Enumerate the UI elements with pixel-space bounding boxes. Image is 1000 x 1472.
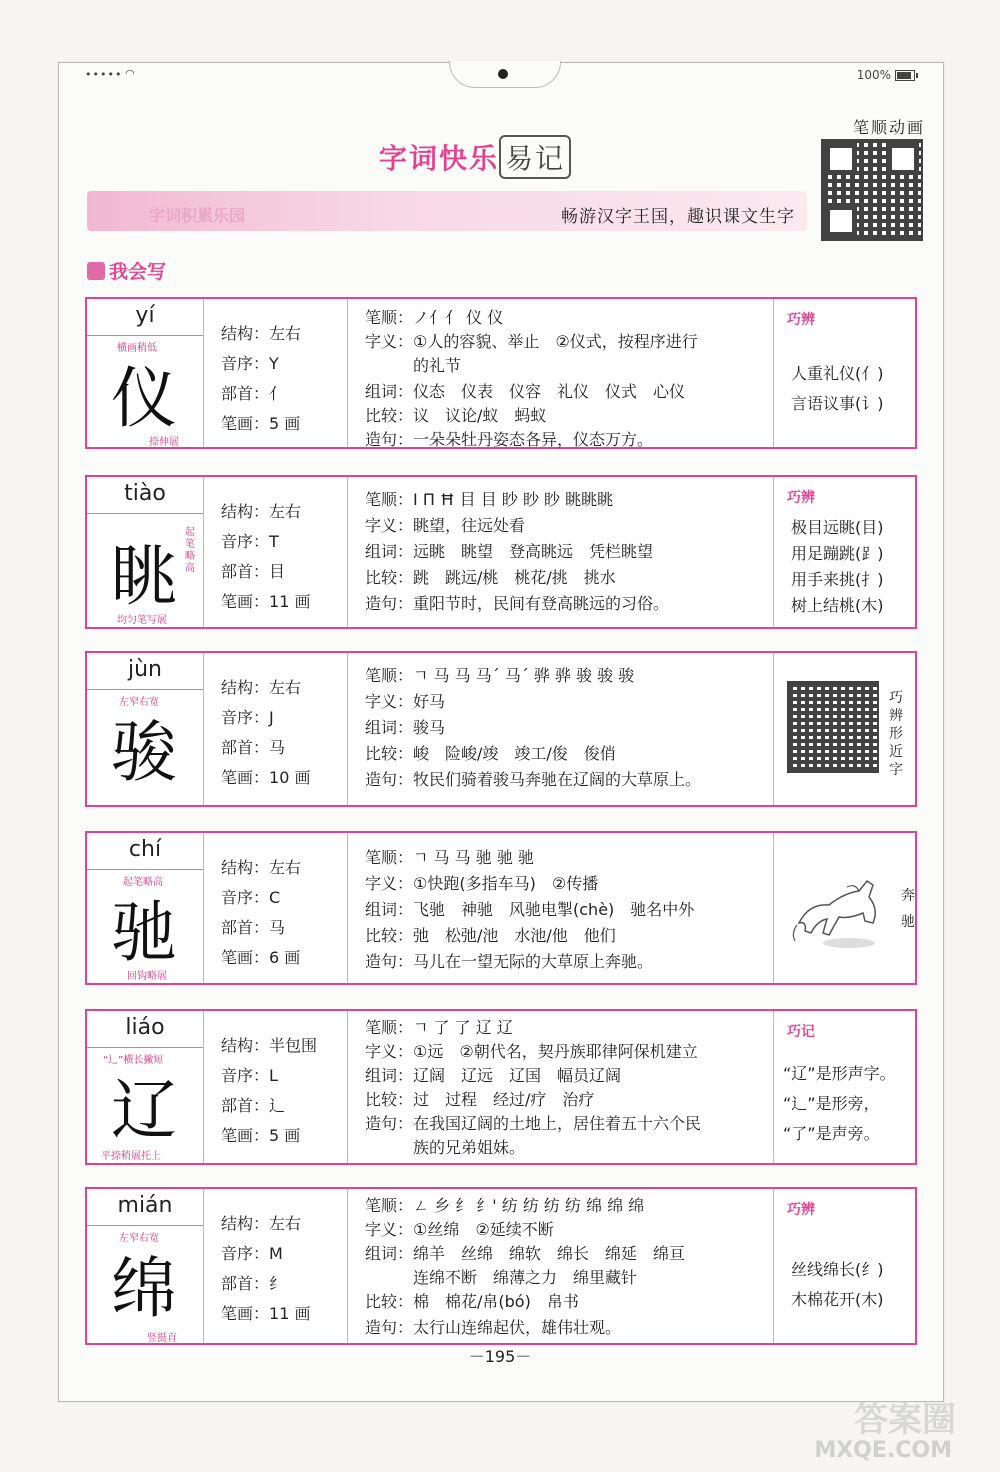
tip-top: 起笔略高 bbox=[185, 527, 195, 574]
section-title bbox=[87, 257, 166, 284]
strokes-row: 笔画：5 画 bbox=[221, 1126, 301, 1145]
tip-note: 用足蹦跳(⻊) bbox=[791, 544, 884, 563]
tip-top: “⻌”横长撇短 bbox=[103, 1055, 164, 1066]
order-row: 笔顺：ㄱ 马 马 马ˊ 马ˊ 骅 骅 骏 骏 骏 bbox=[365, 666, 635, 685]
tip-bottom: 捺伸展 bbox=[149, 437, 179, 448]
watermark: 答案圈 bbox=[854, 1400, 956, 1440]
sound-row: 音序：Y bbox=[221, 354, 279, 373]
tip-bottom: 平捺稍展托上 bbox=[101, 1151, 161, 1162]
struct-row: 结构：左右 bbox=[221, 1214, 302, 1233]
struct-row: 结构：左右 bbox=[221, 678, 302, 697]
sound-row: 音序：M bbox=[221, 1244, 283, 1263]
sentence-row: 造句：马儿在一望无际的大草原上奔驰。 bbox=[365, 952, 654, 971]
side-text: 奔驰 bbox=[901, 888, 915, 930]
sentence-row: 造句：在我国辽阔的土地上，居住着五十六个民 bbox=[365, 1114, 702, 1133]
meta-cell bbox=[205, 477, 348, 627]
battery-icon bbox=[895, 70, 915, 81]
tip-note: 极目远眺(目) bbox=[791, 518, 884, 537]
pinyin: yí bbox=[135, 303, 155, 328]
hanzi: 绵 bbox=[111, 1250, 177, 1327]
meaning-row: 字义：①远 ②朝代名，契丹族耶律阿保机建立 bbox=[365, 1042, 698, 1061]
side-text: 巧辨形近字 bbox=[889, 690, 903, 778]
hanzi: 驰 bbox=[111, 894, 177, 971]
meaning-row: 字义：①丝绵 ②延续不断 bbox=[365, 1220, 554, 1239]
sound-row: 音序：T bbox=[221, 532, 279, 551]
sound-row: 音序：L bbox=[221, 1066, 278, 1085]
hanzi: 仪 bbox=[111, 360, 177, 437]
tip-top: 左窄右宽 bbox=[119, 697, 159, 708]
tip-note: 用手来挑(扌) bbox=[791, 570, 884, 589]
title-pink: 字词快乐 bbox=[379, 142, 500, 175]
char-cell bbox=[87, 833, 204, 983]
watermark-url: MXQE.COM bbox=[814, 1438, 952, 1463]
battery-fill bbox=[897, 72, 911, 79]
banner bbox=[87, 191, 807, 231]
meta-cell bbox=[205, 1011, 348, 1163]
sound-row: 音序：C bbox=[221, 888, 281, 907]
meta-cell bbox=[205, 833, 348, 983]
radical-row: 部首：亻 bbox=[221, 384, 286, 403]
tip-note: “了”是声旁。 bbox=[783, 1124, 880, 1143]
order-row: 笔顺：ノ亻亻 仪 仪 bbox=[365, 308, 504, 327]
tip-tag: 巧辨 bbox=[787, 312, 815, 328]
tip-cell bbox=[775, 1011, 915, 1163]
signal-icon: ••••• bbox=[85, 68, 123, 81]
char-cell bbox=[87, 1011, 204, 1163]
words-row: 组词：骏马 bbox=[365, 718, 446, 737]
char-cell bbox=[87, 1189, 204, 1343]
tip-note: “⻌”是形旁， bbox=[783, 1094, 880, 1113]
tip-note: 木棉花开(木) bbox=[791, 1290, 884, 1309]
meaning-row-cont: 的礼节 bbox=[413, 356, 462, 375]
qr-code-icon[interactable] bbox=[821, 139, 923, 241]
battery-text: 100% bbox=[856, 68, 891, 82]
detail-cell bbox=[349, 1011, 774, 1163]
struct-row: 结构：左右 bbox=[221, 324, 302, 343]
struct-row: 结构：左右 bbox=[221, 858, 302, 877]
horse-illustration bbox=[789, 863, 889, 953]
order-row: 笔顺：ㄱ 马 马 驰 驰 驰 bbox=[365, 848, 534, 867]
order-row: 笔顺：ㄥ 乡 纟 纟' 纺 纺 纺 纺 绵 绵 绵 bbox=[365, 1196, 645, 1215]
words-row: 组词：辽阔 辽远 辽国 幅员辽阔 bbox=[365, 1066, 622, 1085]
compare-row: 比较：跳 跳远/桃 桃花/挑 挑水 bbox=[365, 568, 616, 587]
detail-cell bbox=[349, 653, 774, 805]
meaning-row: 字义：①人的容貌、举止 ②仪式，按程序进行 bbox=[365, 332, 698, 351]
char-card-mian bbox=[85, 1187, 917, 1345]
radical-row: 部首：马 bbox=[221, 738, 286, 757]
hanzi: 眺 bbox=[111, 538, 177, 615]
sentence-row: 造句：牧民们骑着骏马奔驰在辽阔的大草原上。 bbox=[365, 770, 702, 789]
tip-bottom: 均匀笔写展 bbox=[117, 615, 167, 626]
pinyin: tiào bbox=[124, 481, 166, 506]
words-row: 组词：仪态 仪表 仪容 礼仪 仪式 心仪 bbox=[365, 382, 686, 401]
tip-cell bbox=[775, 833, 915, 983]
compare-row: 比较：棉 棉花/帛(bó) 帛书 bbox=[365, 1292, 579, 1311]
meaning-row: 字义：好马 bbox=[365, 692, 446, 711]
sound-row: 音序：J bbox=[221, 708, 274, 727]
sentence-row: 造句：一朵朵牡丹姿态各异，仪态万方。 bbox=[365, 430, 654, 449]
hanzi: 骏 bbox=[111, 714, 177, 791]
tip-tag: 巧辨 bbox=[787, 490, 815, 506]
page bbox=[58, 62, 944, 1402]
tip-note: 丝线绵长(纟) bbox=[791, 1260, 884, 1279]
char-card-yi bbox=[85, 297, 917, 449]
char-cell bbox=[87, 653, 204, 805]
compare-row: 比较：议 议论/蚁 蚂蚁 bbox=[365, 406, 547, 425]
meta-cell bbox=[205, 1189, 348, 1343]
order-row: 笔顺：ㄱ 了 了 辽 辽 bbox=[365, 1018, 513, 1037]
section-label: 我会写 bbox=[109, 261, 167, 283]
strokes-row: 笔画：5 画 bbox=[221, 414, 301, 433]
words-row: 组词：绵羊 丝绵 绵软 绵长 绵延 绵亘 bbox=[365, 1244, 686, 1263]
tip-top: 起笔略高 bbox=[123, 877, 163, 888]
tip-cell bbox=[775, 653, 915, 805]
tip-tag: 巧记 bbox=[787, 1024, 815, 1040]
order-row: 笔顺：I Π Ħ 目 目 眇 眇 眇 眺眺眺 bbox=[365, 490, 614, 509]
qr-code-icon[interactable] bbox=[787, 681, 879, 773]
sentence-row: 造句：重阳节时，民间有登高眺远的习俗。 bbox=[365, 594, 670, 613]
tip-bottom: 竖挺直 bbox=[147, 1333, 177, 1344]
words-row: 组词：远眺 眺望 登高眺远 凭栏眺望 bbox=[365, 542, 654, 561]
meta-cell bbox=[205, 299, 348, 447]
tip-top: 左窄右宽 bbox=[119, 1233, 159, 1244]
words-row: 组词：飞驰 神驰 风驰电掣(chè) 驰名中外 bbox=[365, 900, 695, 919]
meaning-row: 字义：眺望，往远处看 bbox=[365, 516, 526, 535]
char-cell bbox=[87, 299, 204, 447]
words-row-cont: 连绵不断 绵薄之力 绵里藏针 bbox=[413, 1268, 638, 1287]
page-number: －195－ bbox=[468, 1347, 532, 1366]
hanzi: 辽 bbox=[111, 1072, 177, 1149]
tip-bottom: 回钩略展 bbox=[127, 971, 167, 982]
compare-row: 比较：弛 松弛/池 水池/他 他们 bbox=[365, 926, 616, 945]
sentence-row: 造句：太行山连绵起伏，雄伟壮观。 bbox=[365, 1318, 622, 1337]
radical-row: 部首：马 bbox=[221, 918, 286, 937]
wifi-icon: ◠ bbox=[125, 67, 135, 80]
qr-label: 笔顺动画 bbox=[852, 118, 925, 137]
camera-icon bbox=[498, 69, 508, 79]
tip-note: 树上结桃(木) bbox=[791, 596, 884, 615]
compare-row: 比较：峻 险峻/竣 竣工/俊 俊俏 bbox=[365, 744, 616, 763]
banner-text: 畅游汉字王国，趣识课文生字 bbox=[561, 207, 795, 227]
tip-tag: 巧辨 bbox=[787, 1202, 815, 1218]
radical-row: 部首：目 bbox=[221, 562, 286, 581]
meaning-row: 字义：①快跑(多指车马) ②传播 bbox=[365, 874, 599, 893]
tip-note: 人重礼仪(亻) bbox=[791, 364, 884, 383]
char-card-tiao bbox=[85, 475, 917, 629]
pinyin: mián bbox=[117, 1193, 173, 1218]
pinyin: liáo bbox=[125, 1015, 165, 1040]
section-square-icon bbox=[87, 262, 105, 280]
tip-cell bbox=[775, 477, 915, 627]
char-card-chi bbox=[85, 831, 917, 985]
struct-row: 结构：半包围 bbox=[221, 1036, 318, 1055]
detail-cell bbox=[349, 1189, 774, 1343]
strokes-row: 笔画：11 画 bbox=[221, 592, 311, 611]
strokes-row: 笔画：6 画 bbox=[221, 948, 301, 967]
detail-cell bbox=[349, 477, 774, 627]
tip-cell bbox=[775, 299, 915, 447]
char-cell bbox=[87, 477, 204, 627]
tip-note: 言语议事(讠) bbox=[791, 394, 884, 413]
radical-row: 部首：⻌ bbox=[221, 1096, 286, 1115]
title-box: 易记 bbox=[499, 135, 571, 179]
page-title bbox=[379, 135, 571, 179]
char-card-liao bbox=[85, 1009, 917, 1165]
banner-lead: 字词积累乐园 bbox=[149, 206, 246, 225]
pinyin: jùn bbox=[128, 657, 162, 682]
tip-top: 横画稍低 bbox=[117, 343, 157, 354]
radical-row: 部首：纟 bbox=[221, 1274, 286, 1293]
char-card-jun bbox=[85, 651, 917, 807]
strokes-row: 笔画：10 画 bbox=[221, 768, 311, 787]
sentence-row-cont: 族的兄弟姐妹。 bbox=[413, 1138, 526, 1157]
detail-cell bbox=[349, 833, 774, 983]
tip-note: “辽”是形声字。 bbox=[783, 1064, 896, 1083]
compare-row: 比较：过 过程 经过/疗 治疗 bbox=[365, 1090, 595, 1109]
meta-cell bbox=[205, 653, 348, 805]
tip-cell bbox=[775, 1189, 915, 1343]
detail-cell bbox=[349, 299, 774, 447]
strokes-row: 笔画：11 画 bbox=[221, 1304, 311, 1323]
struct-row: 结构：左右 bbox=[221, 502, 302, 521]
pinyin: chí bbox=[128, 837, 162, 862]
